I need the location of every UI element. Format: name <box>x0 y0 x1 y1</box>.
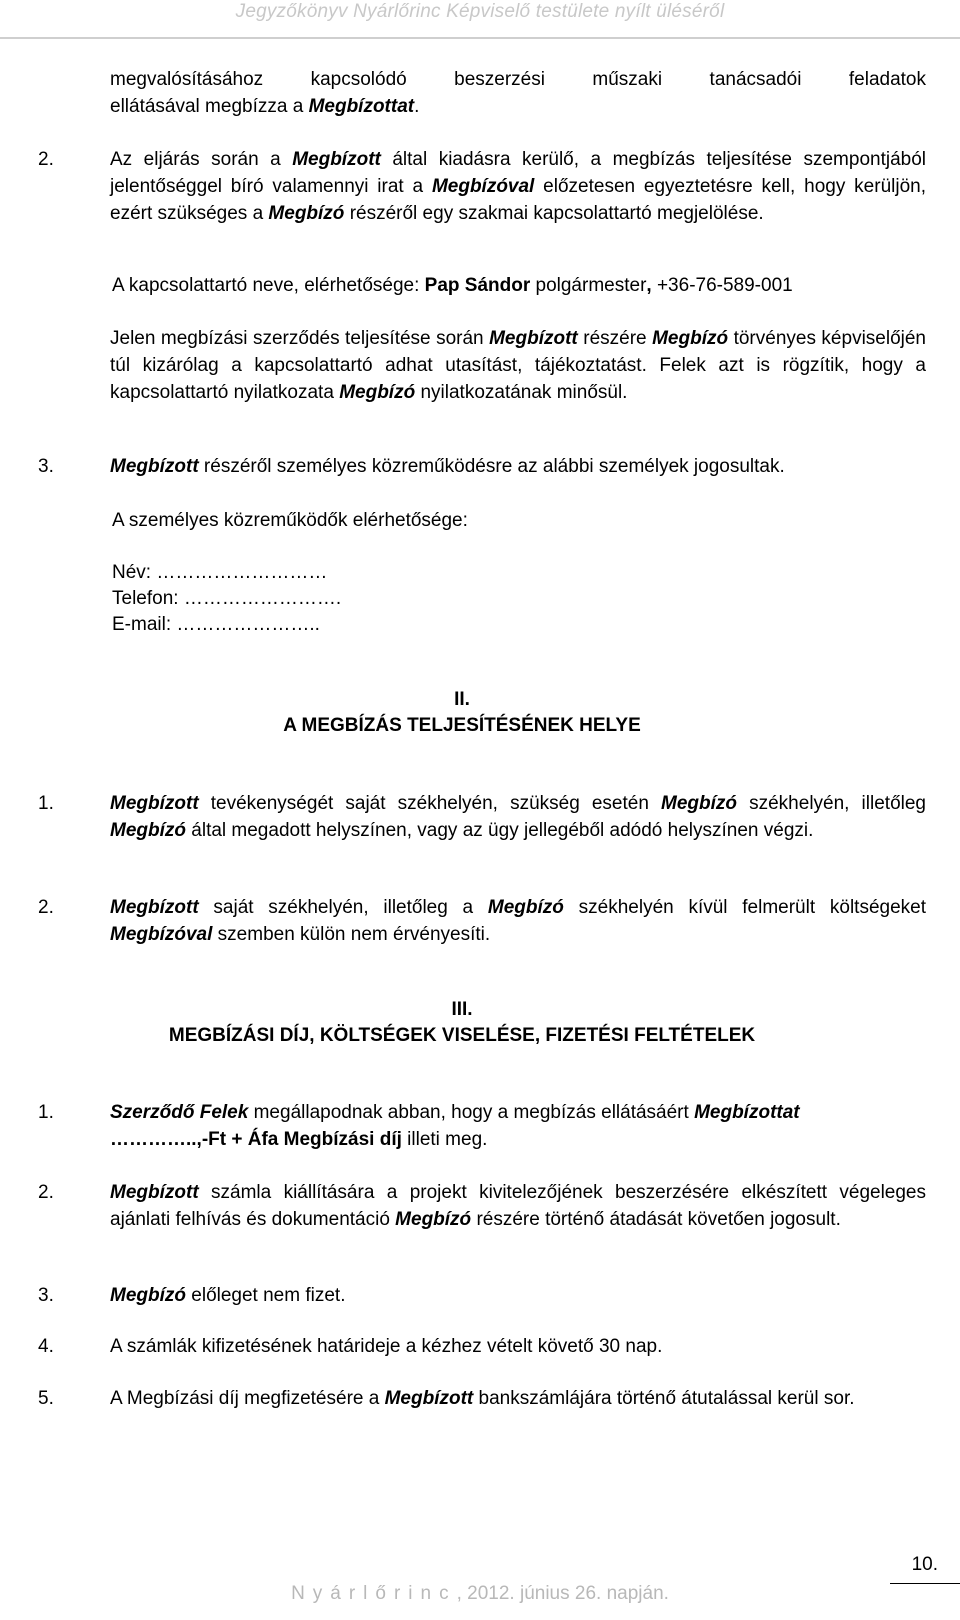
text: által megadott helyszínen, vagy az ügy jellegéből adódó helyszínen végzi. <box>186 820 814 841</box>
party-megbizott: Megbízott <box>292 149 381 170</box>
party-megbizott: Megbízott <box>110 1182 199 1203</box>
party-szerzodo-felek: Szerződő Felek <box>110 1102 249 1123</box>
text: bankszámlájára történő átutalással kerül sor. <box>473 1388 855 1409</box>
persons-email-field: E-mail: ………………….. <box>112 614 320 635</box>
party-megbizo: Megbízó <box>339 382 416 403</box>
party-megbizo: Megbízó <box>395 1209 472 1230</box>
section-3-roman: III. <box>451 999 473 1020</box>
text: részére történő átadását követően jogosult. <box>471 1209 841 1230</box>
contact-name: Pap Sándor <box>424 275 531 296</box>
paragraph-item-3 <box>110 453 930 480</box>
party-megbizott: Megbízott <box>110 793 199 814</box>
party-megbizoval: Megbízóval <box>110 924 213 945</box>
party-megbizo: Megbízó <box>110 820 186 841</box>
party-megbizo: Megbízó <box>652 328 729 349</box>
party-megbizo: Megbízó <box>110 1285 186 1306</box>
text: Jelen megbízási szerződés teljesítése során <box>110 328 490 349</box>
party-megbizott: Megbízottat <box>308 96 415 117</box>
paragraph-s2-item-1 <box>110 790 926 844</box>
paragraph-s3-item-4 <box>110 1333 930 1360</box>
page-number: 10. <box>911 1554 938 1575</box>
paragraph-s3-item-5 <box>110 1385 926 1412</box>
text: A számlák kifizetésének határideje a kézhez vételt követő 30 nap. <box>110 1336 663 1357</box>
item-number: 3. <box>38 1285 54 1306</box>
fee-amount: …………..,-Ft + Áfa Megbízási díj <box>110 1129 402 1150</box>
text: , <box>646 275 652 296</box>
text: részére <box>577 328 653 349</box>
item-number: 4. <box>38 1336 54 1357</box>
section-2-roman: II. <box>454 689 470 710</box>
party-megbizott: Megbízott <box>110 897 199 918</box>
text: részéről személyes közreműködésre az alábbi személyek jogosultak. <box>198 456 785 477</box>
paragraph-jelen <box>110 325 926 406</box>
text: részéről egy szakmai kapcsolattartó megjelölése. <box>344 203 764 224</box>
text: nyilatkozatának minősül. <box>415 382 628 403</box>
text: megállapodnak abban, hogy a megbízás ellátásáért <box>248 1102 695 1123</box>
text: polgármester <box>530 275 647 296</box>
party-megbizottat: Megbízottat <box>694 1102 800 1123</box>
party-megbizo: Megbízó <box>268 203 345 224</box>
section-3-title: MEGBÍZÁSI DÍJ, KÖLTSÉGEK VISELÉSE, FIZETÉSI FELTÉTELEK <box>168 1025 756 1046</box>
item-number: 2. <box>38 149 54 170</box>
text: A Megbízási díj megfizetésére a <box>110 1388 385 1409</box>
item-number: 1. <box>38 1102 54 1123</box>
persons-title: A személyes közreműködők elérhetősége: <box>112 510 468 531</box>
persons-name-field: Név: ……………………… <box>112 562 328 583</box>
text: A kapcsolattartó neve, elérhetősége: <box>112 275 425 296</box>
party-megbizott: Megbízott <box>384 1388 474 1409</box>
party-megbizo: Megbízó <box>661 793 738 814</box>
paragraph-item-2 <box>110 146 926 227</box>
text: saját székhelyén, illetőleg a <box>198 897 488 918</box>
paragraph-continuation-line2 <box>110 93 926 120</box>
text: megvalósításához kapcsolódó beszerzési műszaki tanácsadói feladatok <box>110 69 926 90</box>
persons-phone-field: Telefon: ……………………. <box>112 588 342 609</box>
text: székhelyén kívül felmerült költségeket <box>563 897 926 918</box>
header-title: Jegyzőkönyv Nyárlőrinc Képviselő testülete nyílt üléséről <box>235 1 725 22</box>
party-megbizo: Megbízó <box>487 897 564 918</box>
item-number: 2. <box>38 1182 54 1203</box>
text: törvényes képviselőjén túl kizárólag a kapcsolattartó adhat utasítást, tájékoztatást. Felek azt is rögzítik, hogy a kapcsolattartó nyilatkozata <box>110 328 926 403</box>
text: tevékenységét saját székhelyén, szükség esetén <box>198 793 662 814</box>
page-footer <box>0 1583 960 1605</box>
item-number: 1. <box>38 793 54 814</box>
text: által kiadásra kerülő, a megbízás teljesítése szempontjából jelentőséggel bíró valamennyi irat a <box>110 149 926 197</box>
party-megbizott: Megbízott <box>110 456 199 477</box>
paragraph-continuation-line1 <box>110 66 926 93</box>
text: előzetesen egyeztetésre kell, hogy kerüljön, ezért szükséges a <box>110 176 926 224</box>
text: . <box>414 96 420 117</box>
section-2-title: A MEGBÍZÁS TELJESÍTÉSÉNEK HELYE <box>283 715 641 736</box>
text: szemben külön nem érvényesíti. <box>212 924 491 945</box>
item-number: 2. <box>38 897 54 918</box>
footer-place: Nyárlőrinc <box>291 1583 457 1604</box>
contact-line <box>112 272 932 299</box>
item-number: 5. <box>38 1388 54 1409</box>
item-number: 3. <box>38 456 54 477</box>
text: székhelyén, illetőleg <box>737 793 926 814</box>
text: előleget nem fizet. <box>186 1285 346 1306</box>
party-megbizott: Megbízott <box>489 328 578 349</box>
footer-date: , 2012. június 26. napján. <box>456 1583 669 1604</box>
paragraph-s2-item-2 <box>110 894 926 948</box>
paragraph-s3-item-1 <box>110 1099 930 1153</box>
paragraph-s3-item-3 <box>110 1282 930 1309</box>
paragraph-s3-item-2 <box>110 1179 926 1233</box>
contact-phone: +36-76-589-001 <box>651 275 793 296</box>
party-megbizoval: Megbízóval <box>431 176 535 197</box>
text: számla kiállítására a projekt kivitelezőjének beszerzésére elkészített végeleges ajánlati felhívás és dokumentáció <box>110 1182 926 1230</box>
text: ellátásával megbízza a <box>110 96 309 117</box>
text: illeti meg. <box>401 1129 488 1150</box>
text: Az eljárás során a <box>110 149 293 170</box>
